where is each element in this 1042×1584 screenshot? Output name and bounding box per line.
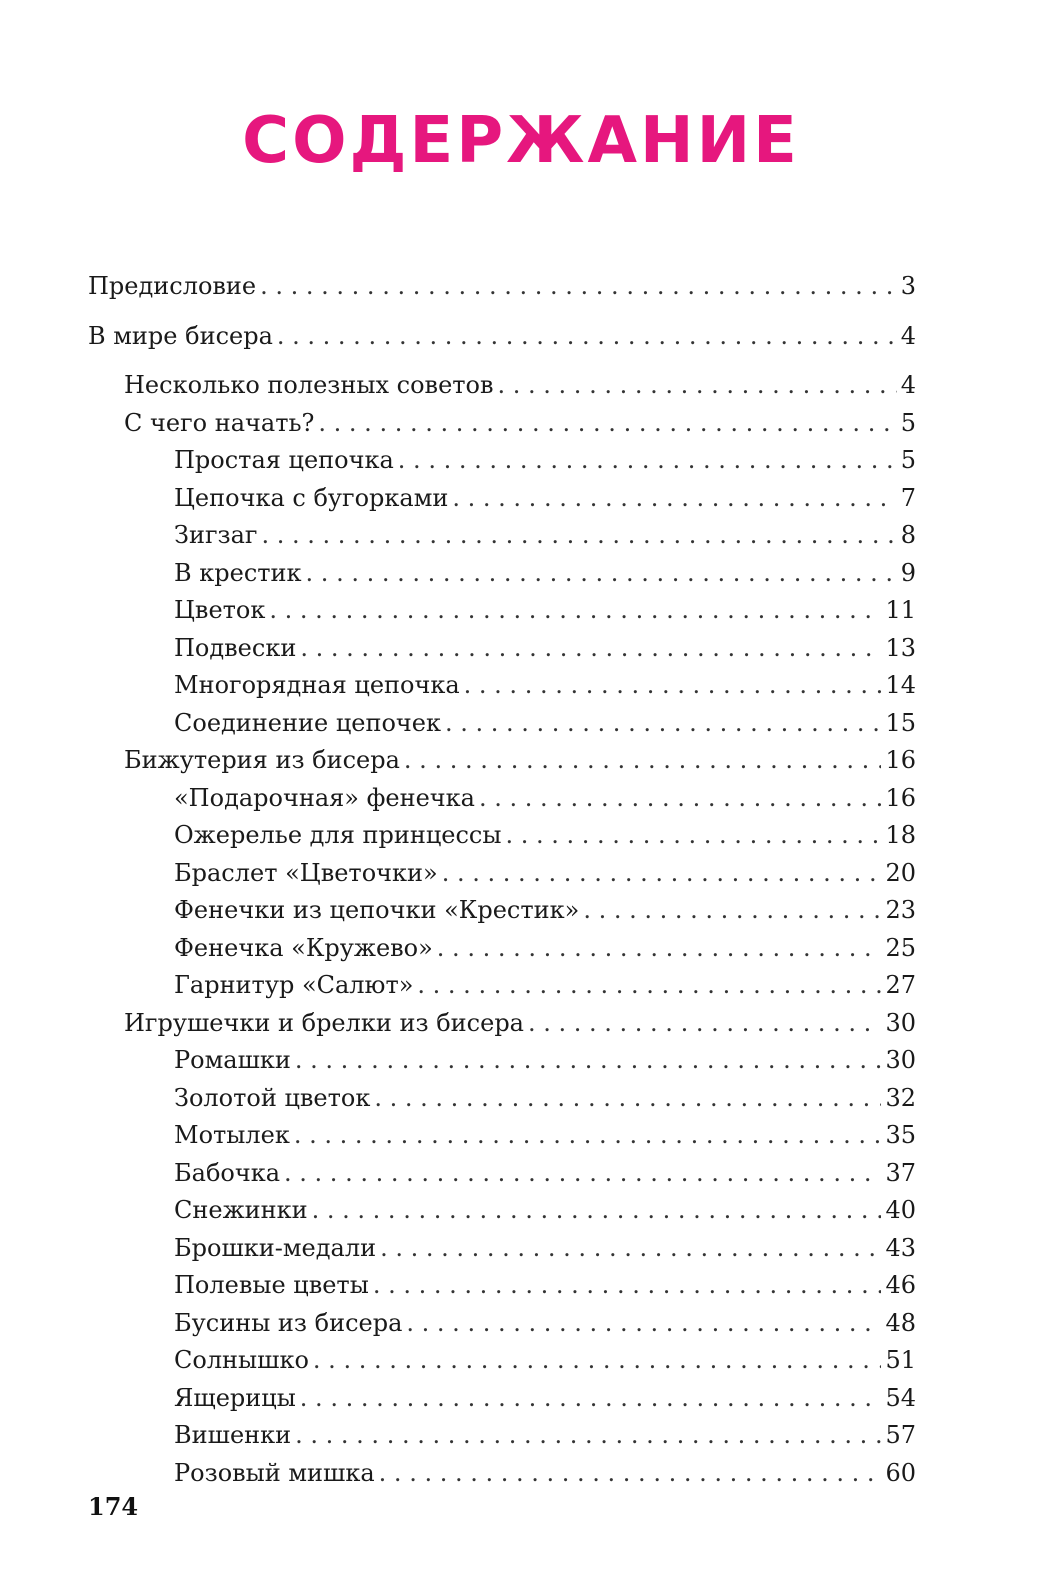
toc-entry-page: 8 (900, 521, 916, 549)
dot-leader (417, 967, 881, 1005)
toc-entry[interactable] (88, 967, 916, 1005)
toc-entry-title: Бусины из бисера (174, 1308, 403, 1337)
toc-entry[interactable] (88, 1455, 916, 1493)
toc-entry[interactable] (88, 517, 916, 555)
toc-entry-page: 48 (885, 1308, 916, 1337)
dot-leader (313, 1342, 882, 1380)
dot-leader (374, 1080, 881, 1118)
toc-entry-page: 51 (885, 1346, 916, 1374)
toc-entry-title: Игрушечки и брелки из бисера (124, 1008, 524, 1037)
toc-entry-page: 5 (900, 446, 916, 474)
toc-entry-title: Золотой цветок (174, 1083, 371, 1112)
toc-entry-title: Подвески (174, 633, 297, 662)
toc-entry[interactable] (88, 1005, 916, 1043)
toc-entry[interactable] (88, 630, 916, 668)
dot-leader (442, 855, 882, 893)
toc-entry-title: Ромашки (174, 1046, 291, 1074)
toc-entry-page: 46 (885, 1271, 916, 1299)
toc-entry[interactable] (88, 1230, 916, 1268)
dot-leader (464, 667, 882, 705)
toc-entry[interactable] (88, 780, 916, 818)
toc-entry-title: Фенечка «Кружево» (174, 933, 433, 962)
toc-entry-page: 37 (885, 1158, 916, 1187)
toc-entry[interactable] (88, 705, 916, 743)
toc-entry-page: 18 (885, 821, 916, 849)
toc-entry-page: 20 (885, 858, 916, 887)
toc-entry-page: 16 (885, 783, 916, 812)
toc-entry-page: 54 (885, 1383, 916, 1412)
toc-entry[interactable] (88, 892, 916, 930)
toc-entry-page: 40 (885, 1196, 916, 1224)
toc-entry-page: 60 (885, 1458, 916, 1487)
toc-entry[interactable] (88, 817, 916, 855)
toc-entry-page: 30 (885, 1008, 916, 1037)
table-of-contents (88, 268, 916, 1492)
toc-entry-title: Гарнитур «Салют» (174, 971, 414, 999)
dot-leader (505, 817, 881, 855)
toc-entry-page: 25 (885, 933, 916, 962)
toc-entry-page: 27 (885, 971, 916, 999)
dot-leader (312, 1192, 882, 1230)
dot-leader (583, 892, 881, 930)
dot-leader (260, 268, 897, 306)
dot-leader (295, 1417, 881, 1455)
dot-leader (269, 592, 881, 630)
toc-entry-page: 16 (885, 746, 916, 774)
toc-entry[interactable] (88, 1380, 916, 1418)
toc-entry[interactable] (88, 667, 916, 705)
toc-entry-title: Многорядная цепочка (174, 671, 460, 699)
toc-entry[interactable] (88, 367, 916, 405)
toc-entry-title: Соединение цепочек (174, 708, 441, 737)
dot-leader (498, 367, 897, 405)
dot-leader (437, 930, 882, 968)
toc-entry-title: С чего начать? (124, 408, 315, 437)
toc-entry-title: Простая цепочка (174, 446, 394, 474)
toc-entry[interactable] (88, 268, 916, 306)
dot-leader (284, 1155, 881, 1193)
toc-entry-page: 4 (900, 371, 916, 399)
dot-leader (479, 780, 882, 818)
dot-leader (262, 517, 897, 555)
toc-entry-title: Несколько полезных советов (124, 371, 494, 399)
dot-leader (398, 442, 897, 480)
toc-entry[interactable] (88, 1155, 916, 1193)
toc-entry-page: 4 (900, 321, 916, 350)
dot-leader (452, 480, 896, 518)
toc-entry[interactable] (88, 1305, 916, 1343)
toc-entry-page: 57 (885, 1421, 916, 1449)
toc-entry-title: Брошки-медали (174, 1233, 377, 1262)
toc-entry-page: 11 (885, 596, 916, 624)
toc-entry-title: В крестик (174, 558, 302, 587)
toc-entry-title: Мотылек (174, 1121, 290, 1149)
toc-entry[interactable] (88, 555, 916, 593)
toc-entry-page: 35 (885, 1121, 916, 1149)
toc-entry-page: 3 (900, 272, 916, 300)
dot-leader (380, 1230, 881, 1268)
dot-leader (294, 1117, 882, 1155)
toc-entry-page: 7 (900, 483, 916, 512)
dot-leader (318, 405, 896, 443)
toc-entry[interactable] (88, 1267, 916, 1305)
toc-entry-title: Браслет «Цветочки» (174, 858, 438, 887)
toc-entry-title: В мире бисера (88, 321, 273, 350)
page-number: 174 (88, 1492, 139, 1521)
toc-entry[interactable] (88, 1117, 916, 1155)
toc-entry-title: Солнышко (174, 1346, 309, 1374)
toc-entry[interactable] (88, 480, 916, 518)
toc-entry[interactable] (88, 1192, 916, 1230)
toc-entry-page: 23 (885, 896, 916, 924)
toc-entry[interactable] (88, 855, 916, 893)
toc-entry[interactable] (88, 1080, 916, 1118)
page-title: СОДЕРЖАНИЕ (242, 103, 800, 178)
dot-leader (300, 1380, 882, 1418)
toc-entry-title: «Подарочная» фенечка (174, 783, 475, 812)
toc-entry-title: Предисловие (88, 272, 257, 300)
dot-leader (445, 705, 881, 743)
toc-entry-page: 43 (885, 1233, 916, 1262)
toc-entry-title: Зигзаг (174, 521, 258, 549)
dot-leader (300, 630, 881, 668)
dot-leader (373, 1267, 882, 1305)
toc-entry-page: 30 (885, 1046, 916, 1074)
toc-entry-title: Бабочка (174, 1158, 281, 1187)
toc-entry-page: 5 (900, 408, 916, 437)
toc-entry-title: Розовый мишка (174, 1458, 375, 1487)
toc-entry[interactable] (88, 405, 916, 443)
toc-entry[interactable] (88, 1042, 916, 1080)
toc-entry-page: 32 (885, 1083, 916, 1112)
toc-entry-page: 15 (885, 708, 916, 737)
dot-leader (404, 742, 882, 780)
toc-entry-page: 13 (885, 633, 916, 662)
toc-entry-page: 9 (900, 558, 916, 587)
dot-leader (528, 1005, 881, 1043)
toc-entry-title: Фенечки из цепочки «Крестик» (174, 896, 580, 924)
toc-entry[interactable] (88, 1342, 916, 1380)
toc-entry[interactable] (88, 742, 916, 780)
dot-leader (277, 318, 897, 356)
toc-entry-title: Бижутерия из бисера (124, 746, 400, 774)
toc-entry[interactable] (88, 930, 916, 968)
toc-entry[interactable] (88, 1417, 916, 1455)
toc-entry-title: Полевые цветы (174, 1271, 369, 1299)
toc-entry[interactable] (88, 592, 916, 630)
toc-entry-title: Вишенки (174, 1421, 292, 1449)
toc-entry-title: Цветок (174, 596, 266, 624)
toc-entry-title: Ожерелье для принцессы (174, 821, 502, 849)
toc-entry-title: Цепочка с бугорками (174, 483, 449, 512)
dot-leader (295, 1042, 882, 1080)
dot-leader (379, 1455, 882, 1493)
toc-entry[interactable] (88, 442, 916, 480)
dot-leader (406, 1305, 881, 1343)
toc-entry-title: Ящерицы (174, 1383, 296, 1412)
toc-entry-title: Снежинки (174, 1196, 308, 1224)
toc-entry-page: 14 (885, 671, 916, 699)
dot-leader (306, 555, 897, 593)
toc-entry[interactable] (88, 318, 916, 356)
